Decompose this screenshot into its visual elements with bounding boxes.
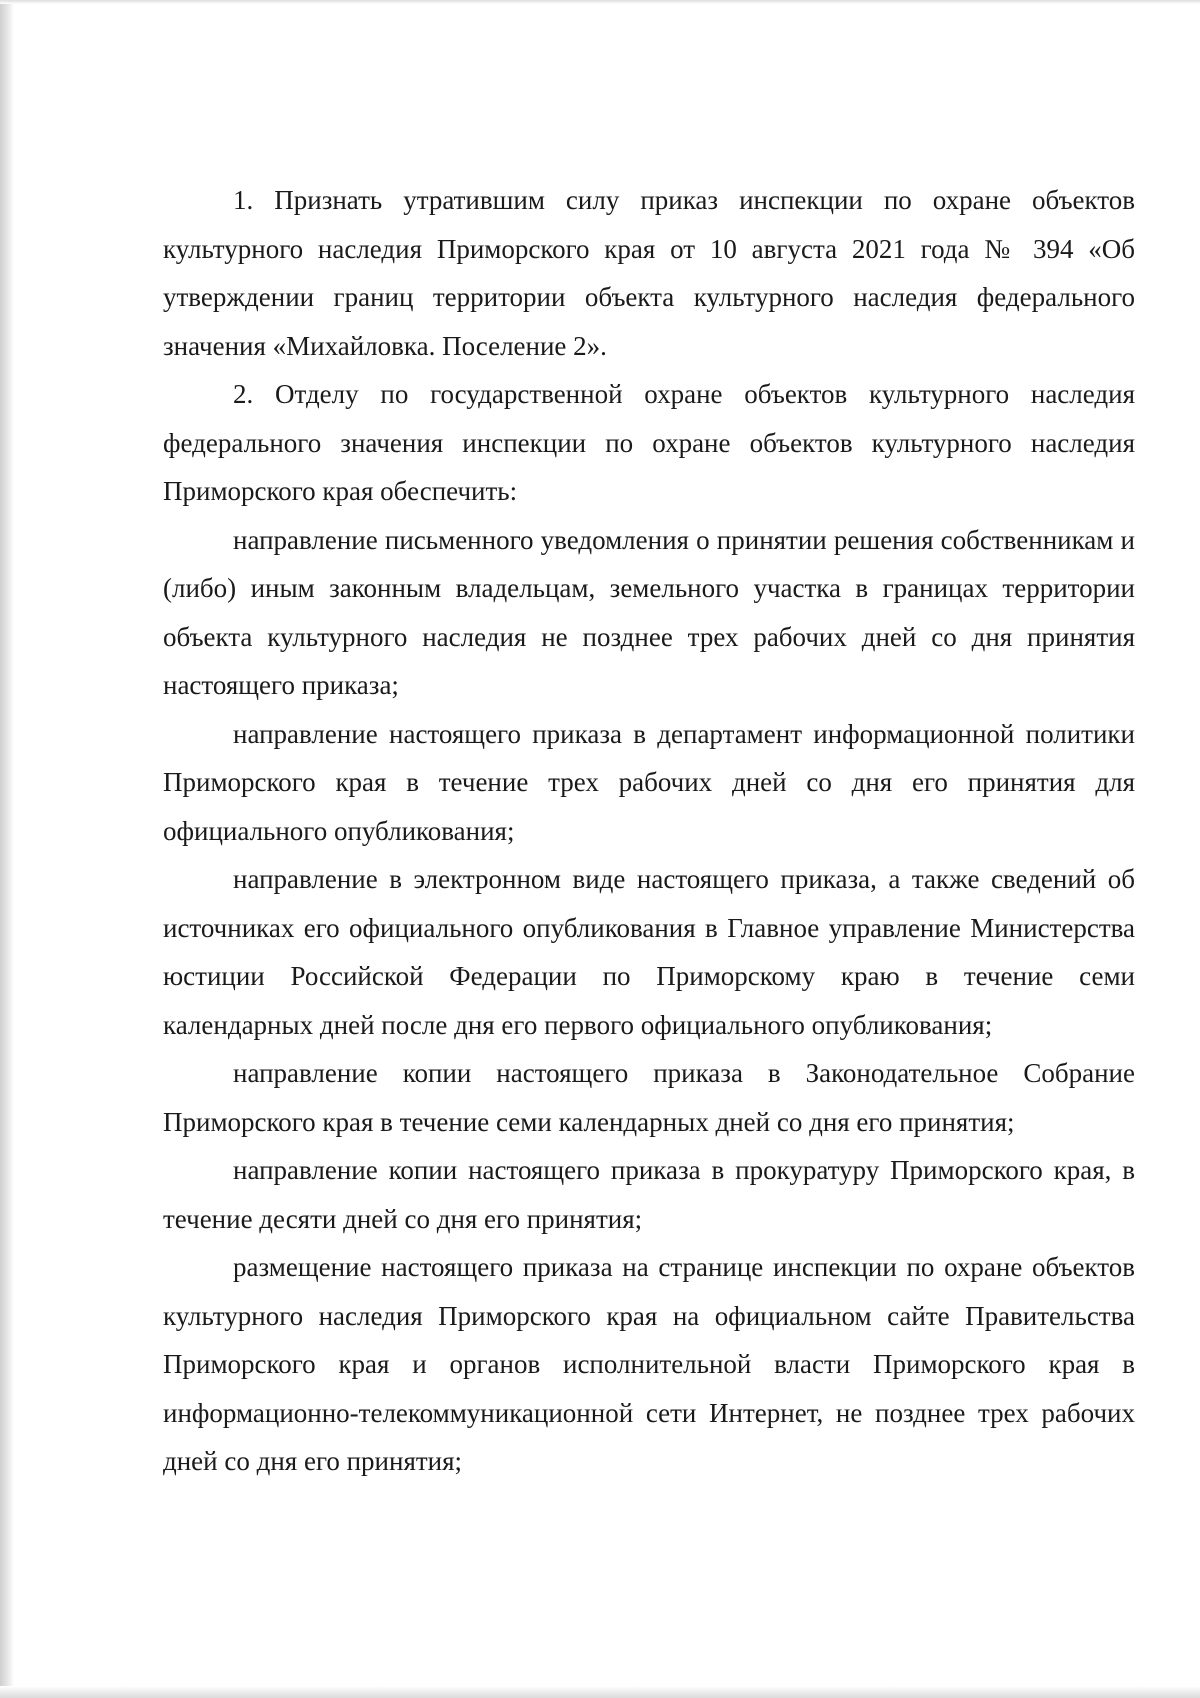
paragraph-notification: направление письменного уведомления о принятии решения собственникам и (либо) иным законным владельцам, земельного участка в границах территории объекта культурного наследия не позднее трех рабочих дней со дня принятия настоящего приказа; bbox=[163, 524, 1135, 700]
paragraph-information-policy: направление настоящего приказа в департамент информационной политики Приморского края в течение трех рабочих дней со дня его принятия для официального опубликования; bbox=[163, 718, 1135, 846]
paragraph-item-1: 1. Признать утратившим силу приказ инспекции по охране объектов культурного наследия Приморского края от 10 августа 2021 года № 394 «Об утверждении границ территории объекта культурного наследия федерального значения «Михайловка. Поселение 2». bbox=[163, 185, 1135, 361]
paragraph-item-2: 2. Отделу по государственной охране объектов культурного наследия федерального значения инспекции по охране объектов культурного наследия Приморского края обеспечить: bbox=[163, 379, 1135, 506]
document-body bbox=[163, 176, 1135, 1486]
paragraph-prosecutor: направление копии настоящего приказа в прокуратуру Приморского края, в течение десяти дней со дня его принятия; bbox=[163, 1155, 1135, 1234]
paragraph-ministry-of-justice: направление в электронном виде настоящего приказа, а также сведений об источниках его официального опубликования в Главное управление Министерства юстиции Российской Федерации по Приморскому краю в течение семи календарных дней после дня его первого официального опубликования; bbox=[163, 864, 1135, 1040]
paragraph-website-publication: размещение настоящего приказа на странице инспекции по охране объектов культурного наследия Приморского края на официальном сайте Правительства Приморского края и органов исполнительной власти Приморского края в информационно-телекоммуникационной сети Интернет, не позднее трех рабочих дней со дня его принятия; bbox=[163, 1252, 1135, 1476]
paragraph-legislative-assembly: направление копии настоящего приказа в Законодательное Собрание Приморского края в течение семи календарных дней со дня его принятия; bbox=[163, 1058, 1135, 1137]
